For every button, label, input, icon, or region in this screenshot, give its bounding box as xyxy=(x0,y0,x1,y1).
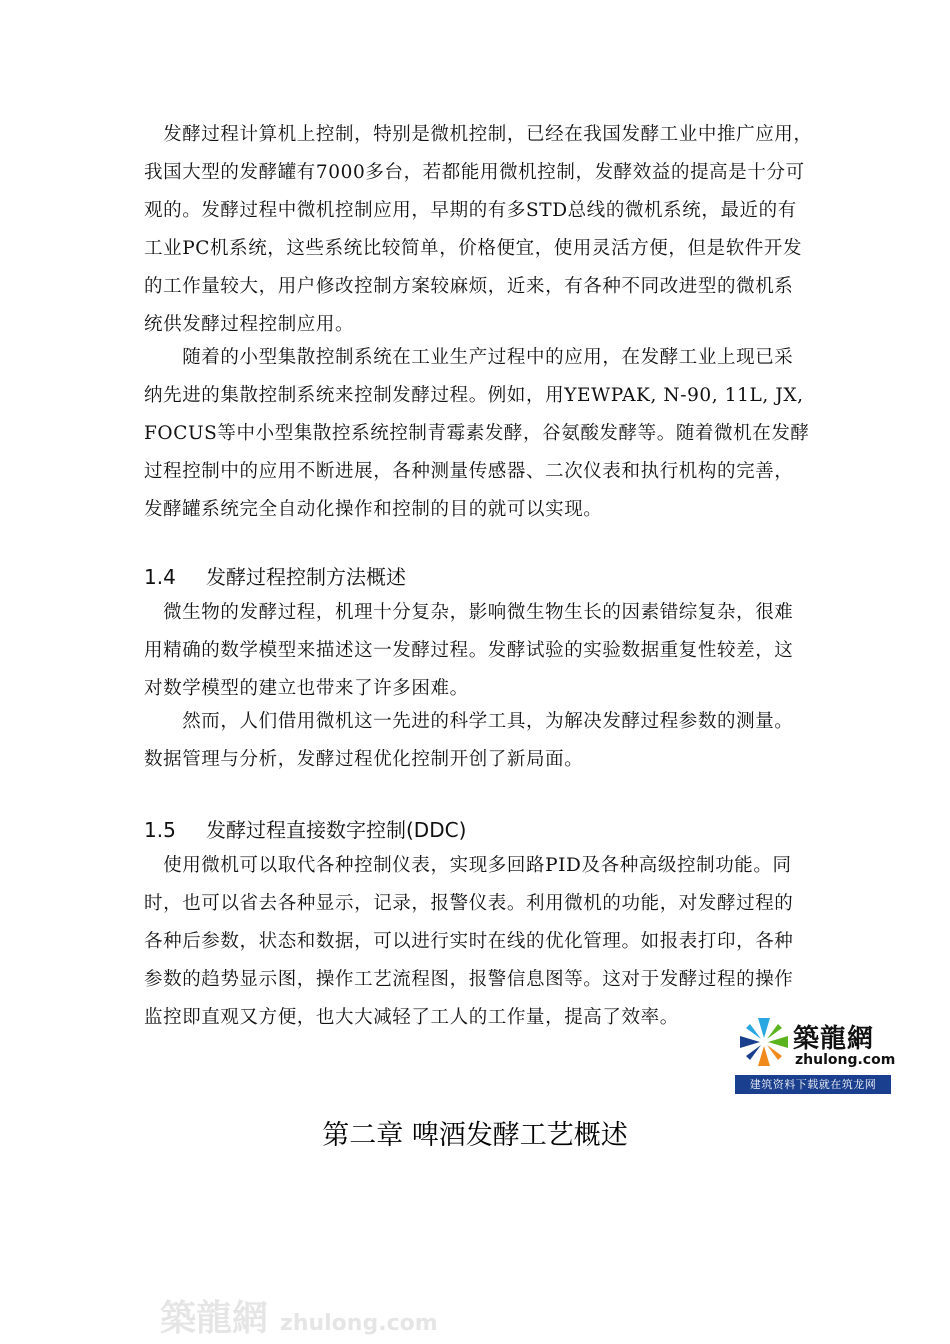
logo-brand-en: zhulong.com xyxy=(795,1052,896,1068)
paragraph-line: 监控即直观又方便，也大大减轻了工人的工作量，提高了效率。 xyxy=(144,1007,679,1028)
watermark-brand-en: zhulong.com xyxy=(280,1311,438,1336)
zhulong-logo xyxy=(735,1012,896,1094)
paragraph-line: 使用微机可以取代各种控制仪表，实现多回路PID及各种高级控制功能。同 xyxy=(144,855,792,876)
paragraph-line: 微生物的发酵过程，机理十分复杂，影响微生物生长的因素错综复杂，很难 xyxy=(144,602,794,623)
logo-tagline: 建筑资料下载就在筑龙网 xyxy=(735,1075,891,1094)
chapter-title: 第二章 啤酒发酵工艺概述 xyxy=(322,1120,628,1151)
paragraph-line: 观的。发酵过程中微机控制应用，早期的有多STD总线的微机系统，最近的有 xyxy=(144,200,797,221)
section-number: 1.5 xyxy=(144,818,176,842)
paragraph-line: 用精确的数学模型来描述这一发酵过程。发酵试验的实验数据重复性较差，这 xyxy=(144,640,794,661)
paragraph-line: 随着的小型集散控制系统在工业生产过程中的应用，在发酵工业上现已采 xyxy=(144,347,794,368)
paragraph-line: 发酵过程计算机上控制，特别是微机控制，已经在我国发酵工业中推广应用， xyxy=(144,124,813,145)
paragraph-line: 时，也可以省去各种显示，记录，报警仪表。利用微机的功能，对发酵过程的 xyxy=(144,893,794,914)
paragraph-line: 统供发酵过程控制应用。 xyxy=(144,314,355,335)
logo-top xyxy=(735,1012,896,1074)
logo-brand-cn: 築龍網 xyxy=(793,1024,875,1054)
pinwheel-icon xyxy=(735,1012,793,1074)
paragraph-line: FOCUS等中小型集散控系统控制青霉素发酵，谷氨酸发酵等。随着微机在发酵 xyxy=(144,423,810,444)
section-number: 1.4 xyxy=(144,565,176,589)
paragraph-line: 数据管理与分析，发酵过程优化控制开创了新局面。 xyxy=(144,749,584,770)
paragraph-line: 过程控制中的应用不断进展，各种测量传感器、二次仪表和执行机构的完善， xyxy=(144,461,794,482)
paragraph-line: 工业PC机系统，这些系统比较简单，价格便宜，使用灵活方便，但是软件开发 xyxy=(144,238,803,259)
section-title: 发酵过程控制方法概述 xyxy=(206,565,406,589)
paragraph-line: 参数的趋势显示图，操作工艺流程图，报警信息图等。这对于发酵过程的操作 xyxy=(144,969,794,990)
paragraph-line: 然而，人们借用微机这一先进的科学工具，为解决发酵过程参数的测量。 xyxy=(144,711,794,732)
paragraph-line: 发酵罐系统完全自动化操作和控制的目的就可以实现。 xyxy=(144,499,603,520)
watermark xyxy=(160,1290,438,1341)
section-heading-1-4 xyxy=(144,563,406,591)
watermark-brand-cn: 築龍網 xyxy=(160,1297,269,1339)
paragraph-line: 的工作量较大，用户修改控制方案较麻烦，近来，有各种不同改进型的微机系 xyxy=(144,276,794,297)
section-heading-1-5 xyxy=(144,816,466,844)
paragraph-line: 我国大型的发酵罐有7000多台，若都能用微机控制，发酵效益的提高是十分可 xyxy=(144,162,805,183)
paragraph-line: 各种后参数，状态和数据，可以进行实时在线的优化管理。如报表打印，各种 xyxy=(144,931,794,952)
paragraph-line: 对数学模型的建立也带来了许多困难。 xyxy=(144,678,469,699)
paragraph-line: 纳先进的集散控制系统来控制发酵过程。例如，用YEWPAK, N-90, 11L, JX, xyxy=(144,385,804,406)
section-title: 发酵过程直接数字控制(DDC) xyxy=(206,818,467,842)
